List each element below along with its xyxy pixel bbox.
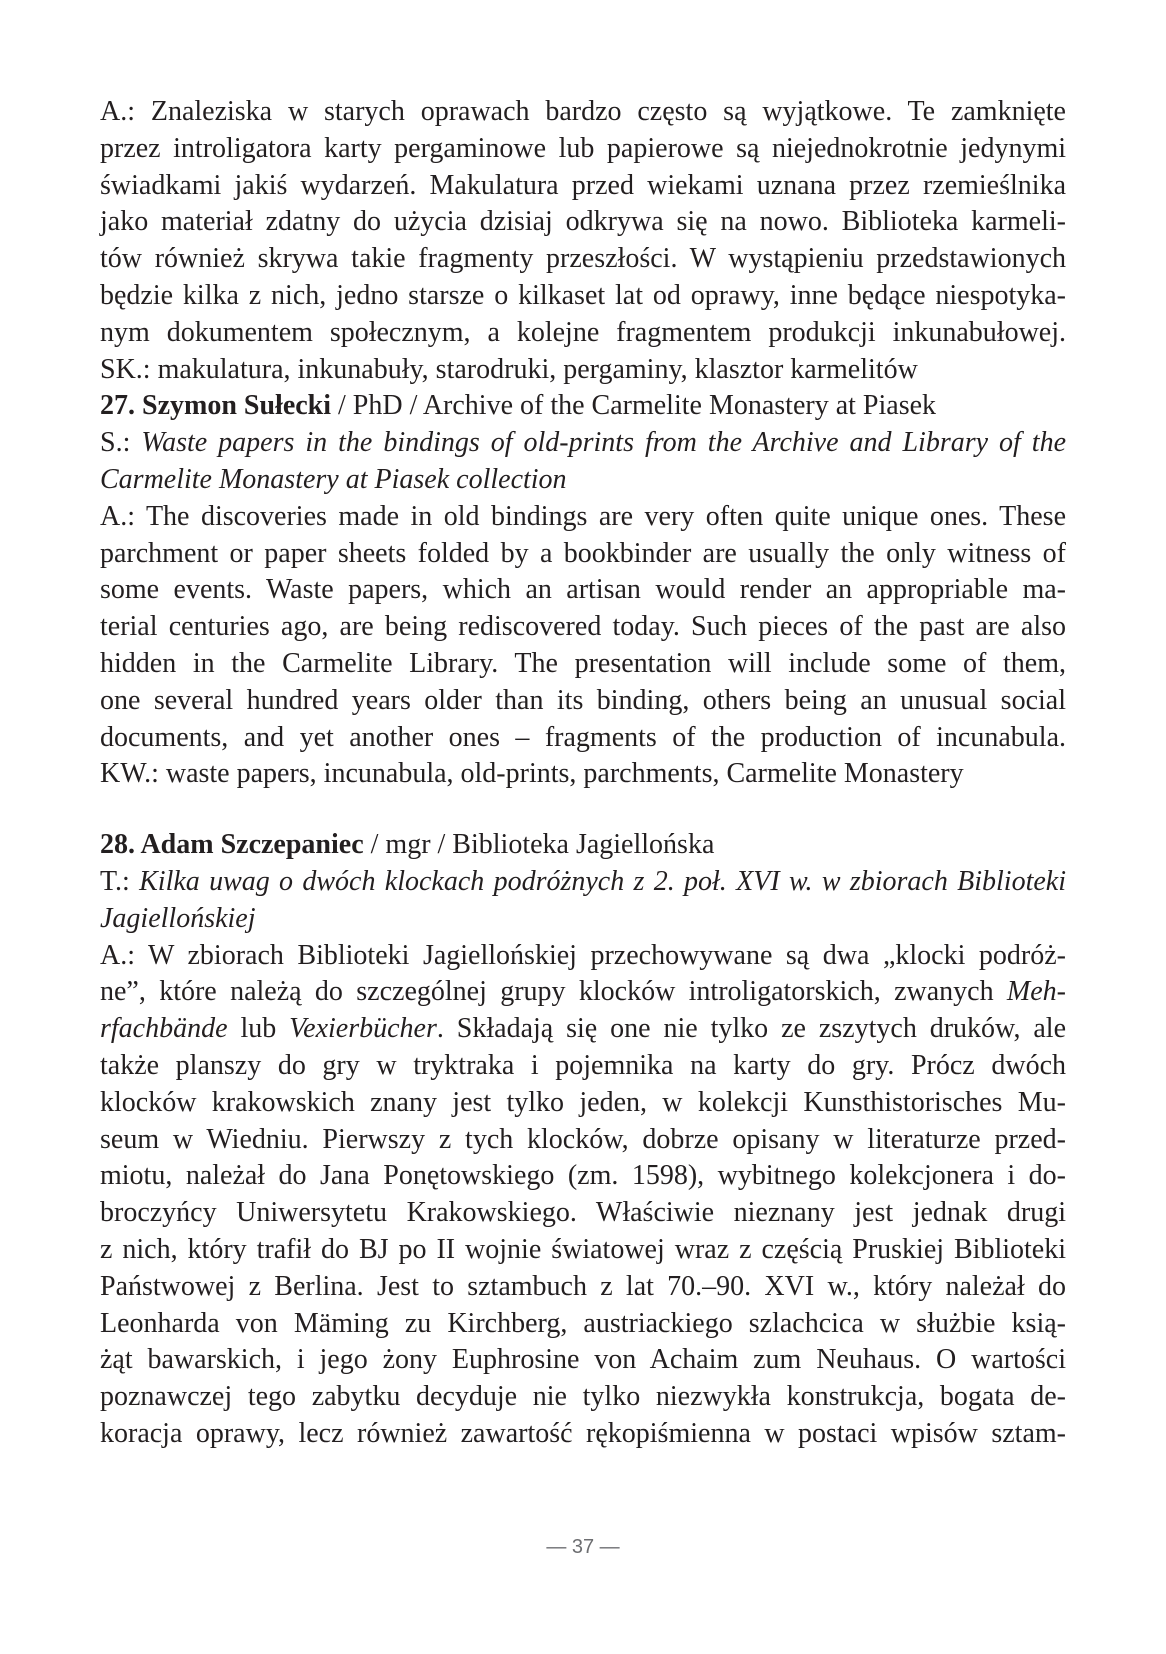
talk-title [100,864,1066,901]
abstract-line: parchment or paper sheets folded by a bookbinder are usually the only witness of [100,537,1066,569]
abstract-line [100,974,1066,1011]
abstract-line: nym dokumentem społecznym, a kolejne fragmentem produkcji inkunabułowej. [100,316,1066,348]
author-affiliation: / PhD / Archive of the Carmelite Monastery at Piasek [331,390,937,422]
entry-27-polish-abstract [100,94,1066,388]
author-affiliation: / mgr / Biblioteka Jagiellońska [363,829,715,861]
abstract-line: broczyńcy Uniwersytetu Krakowskiego. Właściwie nieznany jest jednak drugi [100,1197,1066,1229]
abstract-line: poznawczej tego zabytku decyduje nie tylko niezwykła konstrukcja, bogata de- [100,1381,1066,1413]
talk-title-continuation: Jagiellońskiej [100,902,256,934]
abstract-text: . Składają się one nie tylko ze zszytych druków, ale [436,1013,1067,1045]
abstract-line: klocków krakowskich znany jest tylko jeden, w kolekcji Kunsthistorisches Mu- [100,1086,1066,1118]
entry-28 [100,827,1066,1453]
author-name: 28. Adam Szczepaniec [100,829,364,861]
abstract-line: miotu, należał do Jana Ponętowskiego (zm. 1598), wybitnego kolekcjonera i do- [100,1160,1066,1192]
entry-27-english [100,388,1066,793]
abstract-line: A.: Znaleziska w starych oprawach bardzo często są wyjątkowe. Te zamknięte [100,96,1066,127]
abstract-line: Państwowej z Berlina. Jest to sztambuch z lat 70.–90. XVI w., który należał do [100,1270,1066,1302]
title-prefix: S.: [100,427,142,459]
abstract-line: z nich, który trafił do BJ po II wojnie światowej wraz z częścią Pruskiej Biblioteki [100,1233,1066,1265]
abstract-line: także planszy do gry w tryktraka i pojemnika na karty do gry. Prócz dwóch [100,1049,1066,1081]
abstract-line [100,1011,1066,1048]
abstract-line: świadkami jakiś wydarzeń. Makulatura przed wiekami uznana przez rzemieślnika [100,169,1066,201]
abstract-text: lub [227,1013,290,1045]
author-heading [100,388,1066,425]
author-heading [100,827,1066,864]
abstract-line: A.: The discoveries made in old bindings are very often quite unique ones. These [100,500,1066,532]
abstract-line: jako materiał zdatny do użycia dzisiaj odkrywa się na nowo. Biblioteka karmeli- [100,206,1066,238]
abstract-line: żąt bawarskich, i jego żony Euphrosine von Achaim zum Neuhaus. O wartości [100,1344,1066,1376]
abstract-line: będzie kilka z nich, jedno starsze o kilkaset lat od oprawy, inne będące niespotyka- [100,279,1066,311]
abstract-text: ne”, które należą do szczególnej grupy klocków introligatorskich, zwanych [100,976,1007,1008]
title-text: Kilka uwag o dwóch klockach podróżnych z 2. poł. XVI w. w zbiorach Biblioteki [139,865,1066,897]
abstract-line: tów również skrywa takie fragmenty przeszłości. W wystąpieniu przedstawionych [100,243,1066,275]
title-prefix: T.: [100,865,140,897]
abstract-line: koracja oprawy, lecz również zawartość rękopiśmienna w postaci wpisów sztam- [100,1417,1066,1449]
keywords-line: KW.: waste papers, incunabula, old-prints, parchments, Carmelite Monastery [100,758,964,790]
abstract-italic-term: Vexierbücher [289,1013,437,1045]
abstract-line: hidden in the Carmelite Library. The presentation will include some of them, [100,647,1066,679]
abstract-line: przez introligatora karty pergaminowe lub papierowe są niejednokrotnie jedynymi [100,132,1066,164]
abstract-line: seum w Wiedniu. Pierwszy z tych klocków, dobrze opisany w literaturze przed- [100,1123,1066,1155]
abstract-line: terial centuries ago, are being rediscovered today. Such pieces of the past are also [100,611,1066,643]
page-number: — 37 — [546,1536,620,1558]
talk-title-continuation: Carmelite Monastery at Piasek collection [100,463,567,495]
abstract-line: A.: W zbiorach Biblioteki Jagiellońskiej przechowywane są dwa „klocki podróż- [100,939,1066,971]
abstract-line: one several hundred years older than its binding, others being an unusual social [100,684,1066,716]
abstract-line: documents, and yet another ones – fragments of the production of incunabula. [100,721,1066,753]
keywords-line: SK.: makulatura, inkunabuły, starodruki, pergaminy, klasztor karmelitów [100,353,918,385]
abstract-italic-term: Meh- [1006,976,1066,1008]
author-name: 27. Szymon Sułecki [100,390,332,422]
abstract-line: Leonharda von Mäming zu Kirchberg, austriackiego szlachcica w służbie ksią- [100,1307,1066,1339]
abstract-line: some events. Waste papers, which an artisan would render an appropriable ma- [100,574,1066,606]
page-body [100,94,1066,1453]
section-gap [100,793,1066,827]
talk-title [100,425,1066,462]
title-text: Waste papers in the bindings of old-prints from the Archive and Library of the [141,427,1066,459]
abstract-italic-term: rfachbände [100,1013,228,1045]
